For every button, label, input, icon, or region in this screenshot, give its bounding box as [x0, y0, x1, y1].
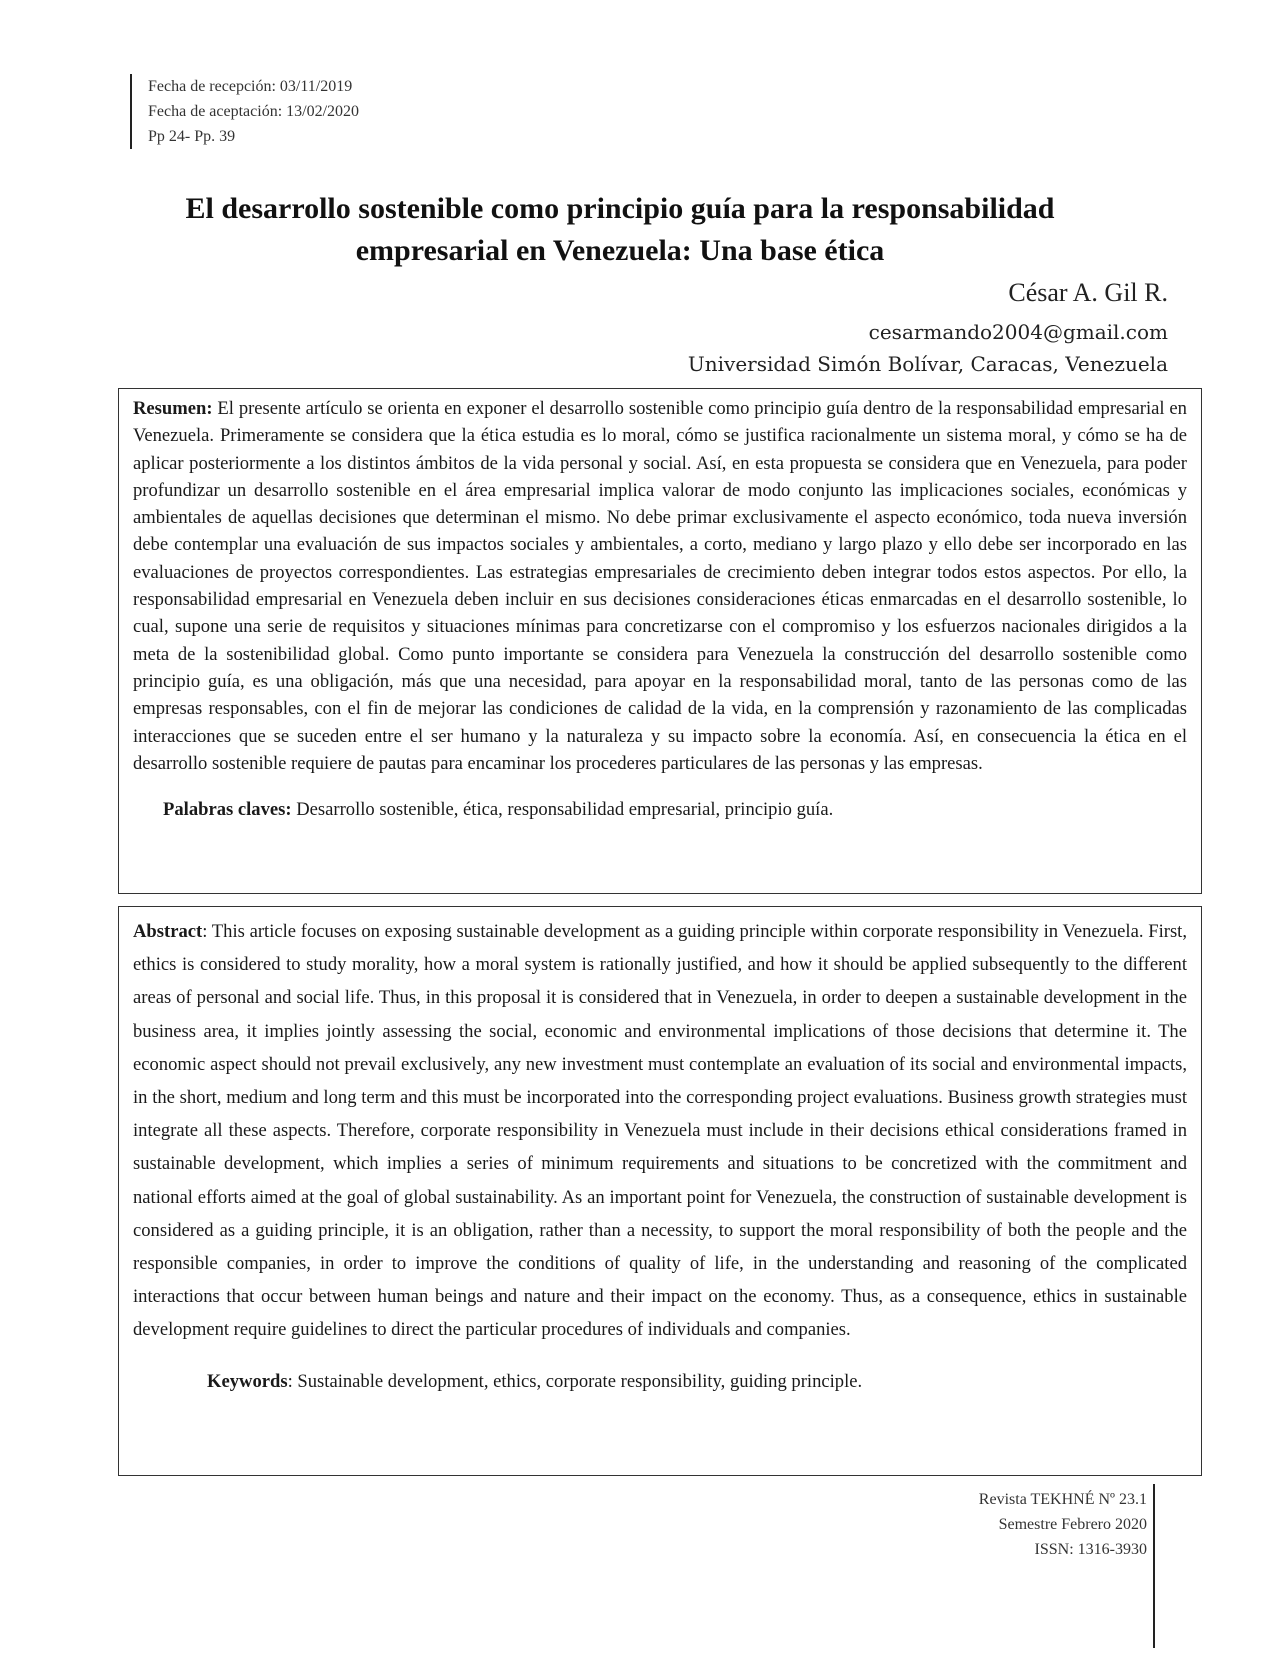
author-name: César A. Gil R.	[1008, 278, 1168, 307]
author-affiliation: Universidad Simón Bolívar, Caracas, Venezuela	[687, 352, 1168, 376]
resumen-label: Resumen:	[133, 398, 213, 419]
abstract-text: This article focuses on exposing sustainable development as a guiding principle within corporate responsibility in Venezuela. First, ethics is considered to study morality, how a moral system is rationally justified, and how it should be applied subsequently to the different areas of personal and social life. Thus, in this proposal it is considered that in Venezuela, in order to deepen a sustainable development in the business area, it implies jointly assessing the social, economic and environmental implications of those decisions that determine it. The economic aspect should not prevail exclusively, any new investment must contemplate an evaluation of its social and environmental impacts, in the short, medium and long term and this must be incorporated into the corresponding project evaluations. Business growth strategies must integrate all these aspects. Therefore, corporate responsibility in Venezuela must include in their decisions ethical considerations framed in sustainable development, which implies a series of minimum requirements and situations to be concretized with the commitment and national efforts aimed at the goal of global sustainability. As an important point for Venezuela, the construction of sustainable development is considered as a guiding principle, it is an obligation, rather than a necessity, to support the moral responsibility of both the people and the responsible companies, in order to improve the conditions of quality of life, in the understanding and reasoning of the complicated interactions that occur between human beings and nature and their impact on the economy. Thus, as a consequence, ethics in sustainable development require guidelines to direct the particular procedures of individuals and companies.	[133, 921, 1187, 1341]
abstract-label: Abstract	[133, 921, 203, 942]
resumen-keywords-label: Palabras claves:	[163, 799, 292, 821]
author-block	[688, 276, 1168, 380]
abstract-box	[118, 906, 1202, 1476]
abstract-label-colon: :	[202, 921, 208, 942]
abstract-keywords-text: Sustainable development, ethics, corporate responsibility, guiding principle.	[297, 1370, 863, 1392]
abstract-keywords	[207, 1369, 1187, 1395]
journal-info	[979, 1487, 1147, 1562]
abstract-keywords-colon: :	[287, 1370, 293, 1392]
resumen-box	[118, 388, 1202, 894]
resumen-text: El presente artículo se orienta en exponer el desarrollo sostenible como principio guía dentro de la responsabilidad empresarial en Venezuela. Primeramente se considera que la ética estudia es lo moral, cómo se justifica racionalmente un sistema moral, y cómo se ha de aplicar posteriormente a los distintos ámbitos de la vida personal y social. Así, en esta propuesta se considera que en Venezuela, para poder profundizar un desarrollo sostenible en el área empresarial implica valorar de modo conjunto las implicaciones sociales, económicas y ambientales de aquellas decisiones que determinan el mismo. No debe primar exclusivamente el aspecto económico, toda nueva inversión debe contemplar una evaluación de sus impactos sociales y ambientales, a corto, mediano y largo plazo y ello debe ser incorporado en las evaluaciones de proyectos correspondientes. Las estrategias empresariales de crecimiento deben integrar todos estos aspectos. Por ello, la responsabilidad empresarial en Venezuela deben incluir en sus decisiones consideraciones éticas enmarcadas en el desarrollo sostenible, lo cual, supone una serie de requisitos y situaciones mínimas para concretizarse con el compromiso y los esfuerzos nacionales dirigidos a la meta de la sostenibilidad global. Como punto importante se considera para Venezuela la construcción del desarrollo sostenible como principio guía, es una obligación, más que una necesidad, para apoyar en la responsabilidad moral, tanto de las personas como de las empresas responsables, con el fin de mejorar las condiciones de calidad de la vida, en la comprensión y razonamiento de las complicadas interacciones que se suceden entre el ser humano y la naturaleza y su impacto sobre la economía. Así, en consecuencia la ética en el desarrollo sostenible requiere de pautas para encaminar los procederes particulares de las personas y las empresas.	[133, 398, 1187, 774]
accepted-date: Fecha de aceptación: 13/02/2020	[148, 103, 360, 120]
article-title	[100, 188, 1140, 272]
journal-name: Revista TEKHNÉ Nº 23.1	[978, 1491, 1147, 1508]
resumen-keywords	[163, 797, 1187, 823]
journal-issn: ISSN: 1316-3930	[1034, 1541, 1147, 1558]
title-line-1: El desarrollo sostenible como principio guía para la responsabilidad	[185, 192, 1055, 225]
author-email[interactable]: cesarmando2004@gmail.com	[868, 320, 1168, 344]
journal-semester: Semestre Febrero 2020	[998, 1516, 1147, 1533]
resumen-keywords-text: Desarrollo sostenible, ética, responsabilidad empresarial, principio guía.	[296, 799, 834, 821]
resumen-paragraph	[133, 395, 1187, 777]
page-range: Pp 24- Pp. 39	[148, 128, 236, 145]
title-line-2: empresarial en Venezuela: Una base ética	[355, 234, 885, 267]
article-dates	[130, 74, 359, 149]
footer-rule	[1153, 1484, 1155, 1648]
abstract-keywords-label: Keywords	[207, 1370, 288, 1392]
received-date: Fecha de recepción: 03/11/2019	[148, 78, 353, 95]
abstract-paragraph	[133, 915, 1187, 1347]
